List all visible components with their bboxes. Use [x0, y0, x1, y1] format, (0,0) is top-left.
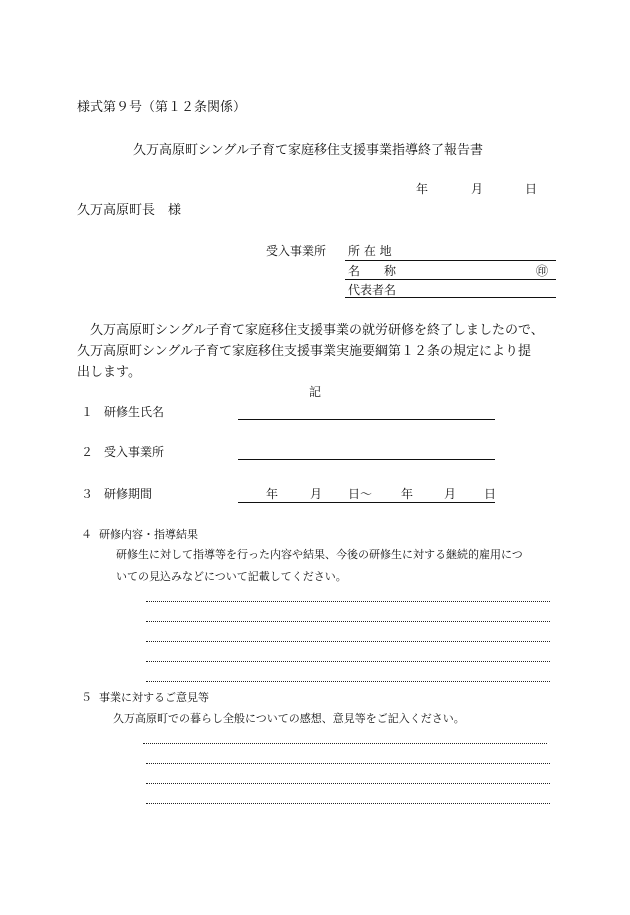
opinion-entry-line[interactable]: [146, 803, 550, 804]
opinion-description: 久万高原町での暮らし全般についての感想、意見等をご記入ください。: [113, 712, 465, 725]
content-entry-line[interactable]: [146, 621, 550, 622]
content-entry-line[interactable]: [146, 601, 550, 602]
opinion-entry-line[interactable]: [143, 743, 547, 744]
date-day-label: 日: [525, 182, 538, 196]
item-number: ４: [81, 528, 92, 541]
address-field[interactable]: [345, 260, 556, 261]
addressee: 久万高原町長 様: [77, 203, 182, 218]
period-end-day: 日: [484, 487, 497, 501]
workplace-label: 受入事業所: [104, 445, 165, 459]
content-description: 研修生に対して指導等を行った内容や結果、今後の研修生に対する継続的雇用につ: [116, 548, 523, 561]
period-end-year: 年: [401, 487, 414, 501]
date-month-label: 月: [471, 182, 484, 196]
period-field[interactable]: [238, 502, 495, 503]
form-number: 様式第９号（第１２条関係）: [77, 100, 247, 115]
representative-label: 代表者名: [348, 283, 397, 297]
item-number: ５: [81, 691, 92, 704]
opinion-entry-line[interactable]: [146, 763, 550, 764]
workplace-field[interactable]: [238, 459, 495, 460]
period-end-month: 月: [444, 487, 457, 501]
content-description: いての見込みなどについて記載してください。: [116, 570, 347, 583]
applicant-label: 受入事業所: [266, 244, 327, 258]
item-number: ２: [81, 445, 94, 459]
body-line: 出します。: [77, 365, 141, 380]
company-name-label: 名 称: [348, 264, 397, 278]
content-entry-line[interactable]: [146, 681, 550, 682]
content-entry-line[interactable]: [146, 641, 550, 642]
opinion-label: 事業に対するご意見等: [99, 691, 209, 704]
item-number: １: [81, 405, 94, 419]
period-start-day: 日～: [348, 487, 373, 501]
item-number: ３: [81, 487, 94, 501]
document-title: 久万高原町シングル子育て家庭移住支援事業指導終了報告書: [133, 143, 484, 158]
ki-heading: 記: [309, 385, 322, 399]
body-line: 久万高原町シングル子育て家庭移住支援事業実施要綱第１２条の規定により提: [77, 344, 532, 359]
trainee-name-label: 研修生氏名: [104, 405, 165, 419]
content-label: 研修内容・指導結果: [99, 528, 198, 541]
date-year-label: 年: [416, 182, 429, 196]
body-line: 久万高原町シングル子育て家庭移住支援事業の就労研修を終了しましたので、: [90, 323, 544, 338]
address-label: 所 在 地: [348, 244, 392, 258]
company-name-field[interactable]: [345, 279, 556, 280]
period-start-month: 月: [310, 487, 323, 501]
content-entry-line[interactable]: [146, 661, 550, 662]
period-start-year: 年: [266, 487, 279, 501]
seal-mark: ㊞: [536, 264, 549, 278]
opinion-entry-line[interactable]: [146, 783, 550, 784]
trainee-name-field[interactable]: [238, 419, 495, 420]
period-label: 研修期間: [104, 487, 153, 501]
representative-field[interactable]: [345, 297, 556, 298]
